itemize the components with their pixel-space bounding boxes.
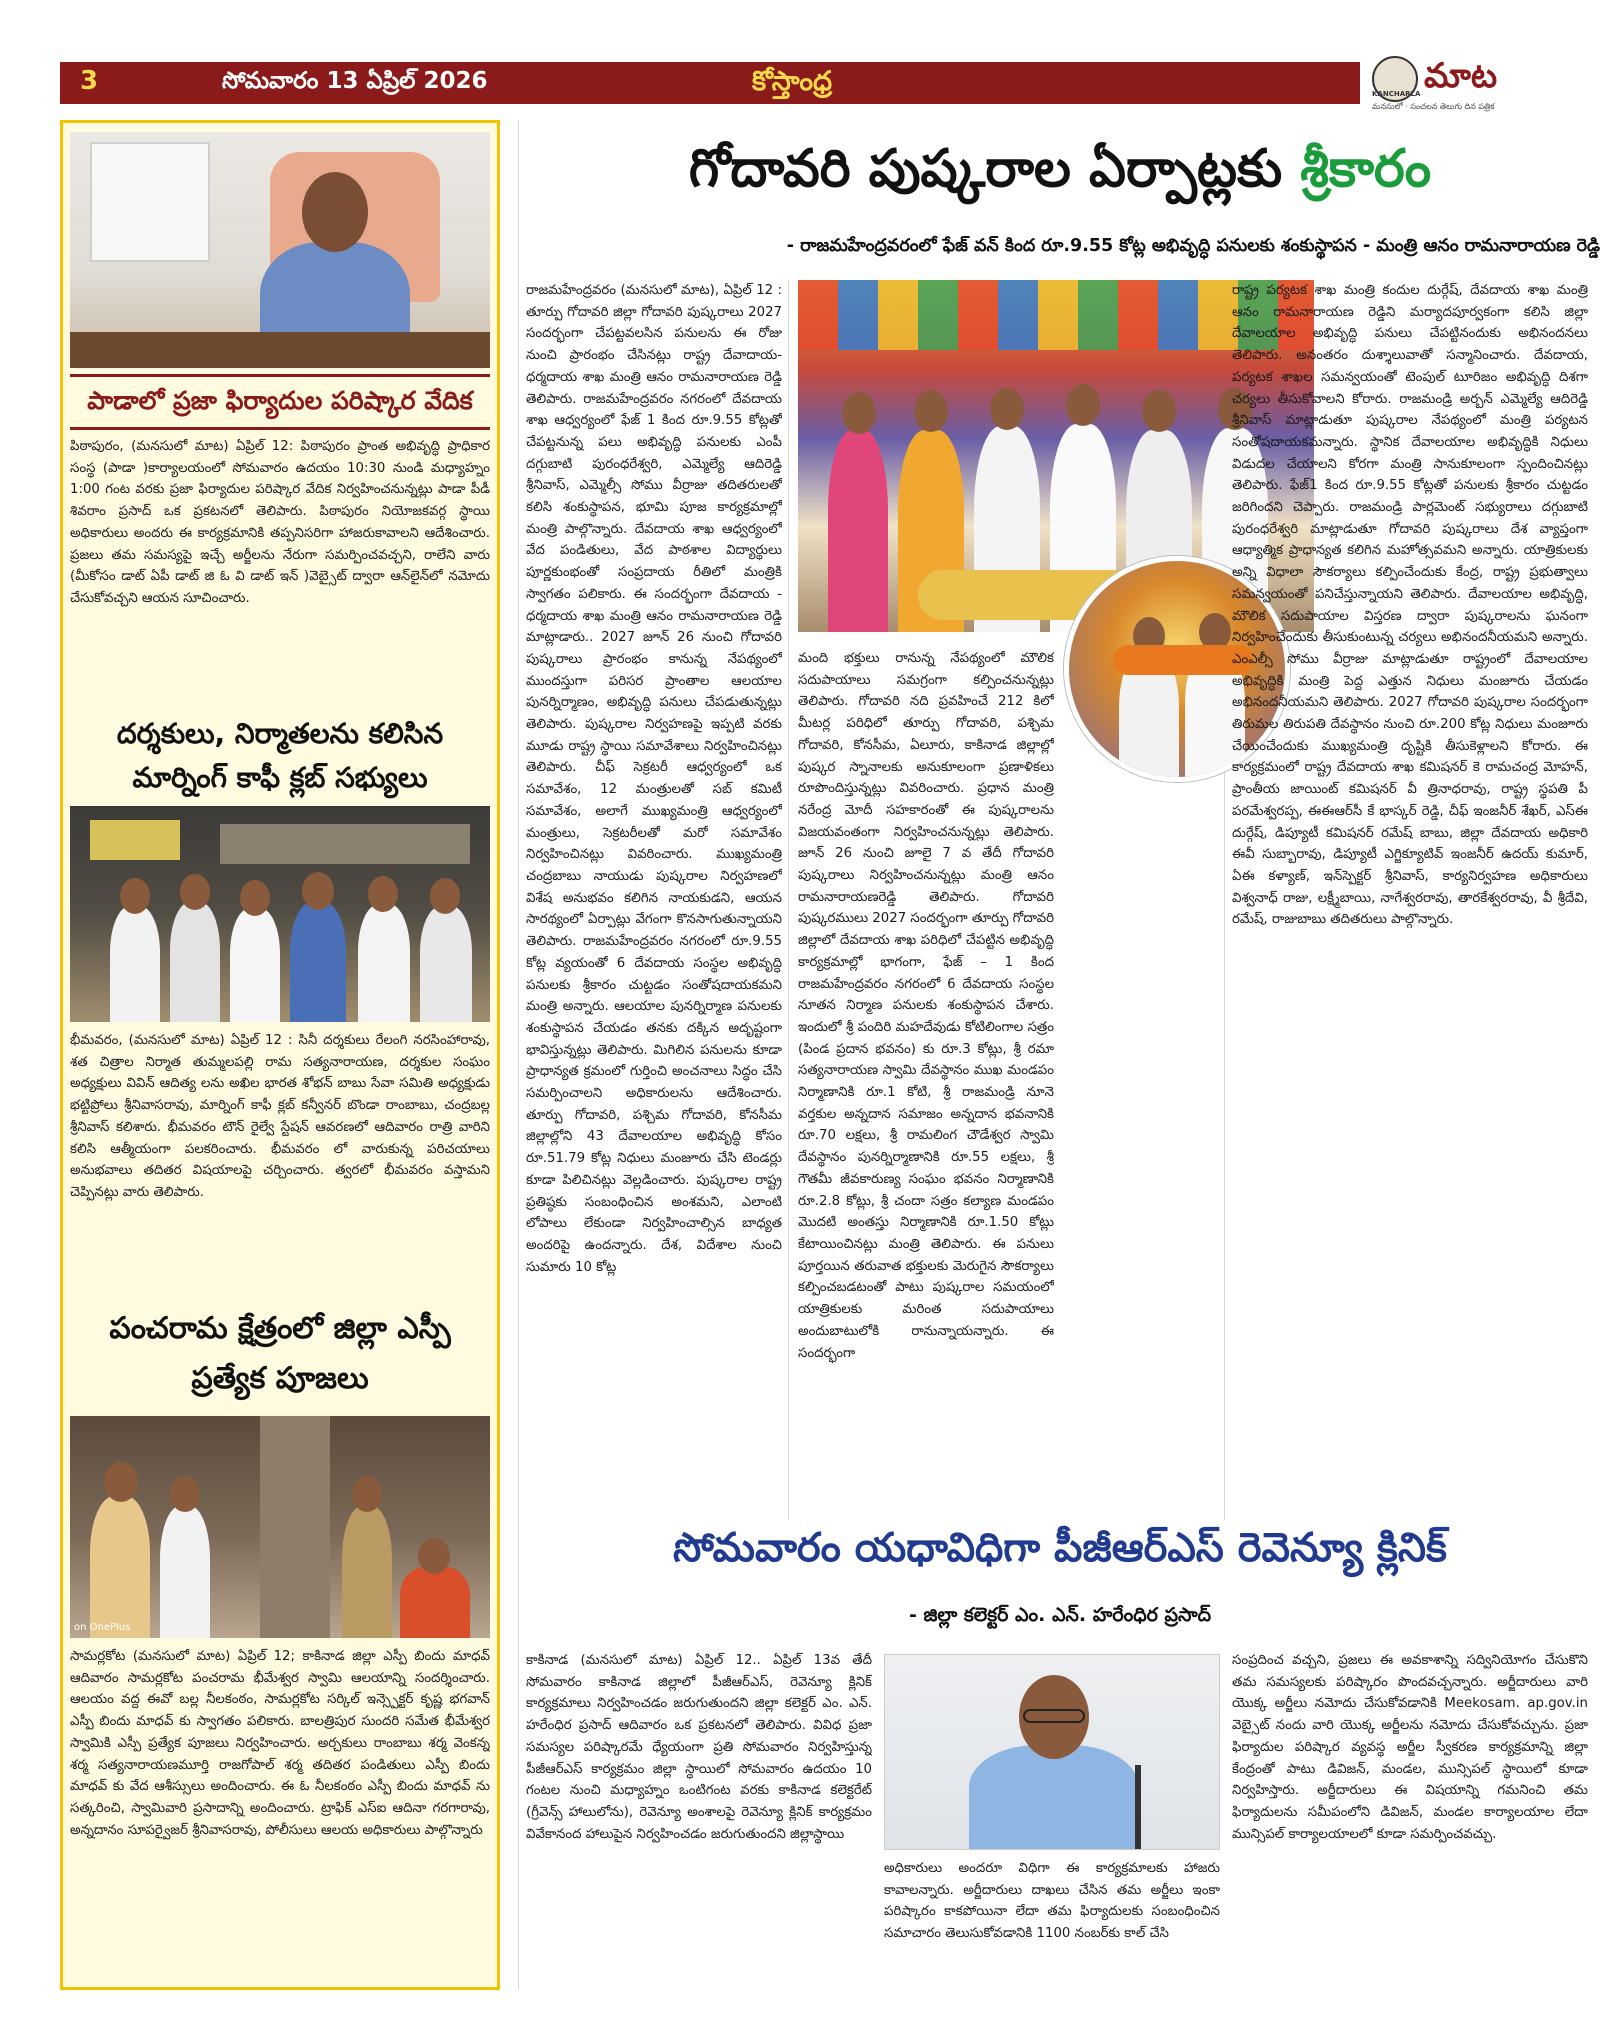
newspaper-logo — [1372, 56, 1562, 112]
story2-body: భీమవరం, (మనసులో మాట) ఏప్రిల్ 12 : సినీ దర్శకులు రేలంగి నరసింహారావు, శత చిత్రాల నిర్మాత తుమ్మలపల్లి రామ సత్యనారాయణ, దర్శకుల సంఘం అధ్యక్షులు వివిన్ ఆదిత్య లను అఖిల భారత శోభన్ బాబు సేవా సమితి అధ్యక్షుడు భట్టిప్రోలు శ్రీనివాసరావు, మార్నింగ్ కాఫీ క్లబ్ కన్వీనర్ బొండా రాంబాబు, చంద్రబల్ల శ్రీనివాస్ కలిశారు. భీమవరం టౌన్ రైల్వే స్టేషన్ ఆవరణలో ఆదివారం రాత్రి వారిని కలిసి ఆత్మీయంగా పలకరించారు. భీమవరం లో వారుకున్న పరిచయాలు అనుభవాలు తదితర విషయాలపై చర్చించారు. త్వరలో భీమవరం వస్తామని చెప్పినట్లు వారు తెలిపారు. — [70, 1033, 490, 1200]
main-story-col1: రాజమహేంద్రవరం (మనసులో మాట), ఏప్రిల్ 12 : తూర్పు గోదావరి జిల్లా గోదావరి పుష్కరాలు 2027 సందర్భంగా చేపట్టవలసిన పనులను ఈ రోజు నుంచి ప్రారంభం చేసినట్లు రాష్ట్ర దేవాదాయ- ధర్మదాయ శాఖ మంత్రి ఆనం రామనారాయణ రెడ్డి తెలిపారు. రాజమహేంద్రవరం నగరంలో దేవదాయ శాఖ ఆధ్వర్యంలో ఫేజ్ 1 కింద రూ.9.55 కోట్లతో చేపట్టనున్న పలు అభివృద్ధి పనులకు ఎంపీ దగ్గుబాటి పురంధరేశ్వరి, ఎమ్మెల్యే ఆదిరెడ్డి శ్రీనివాస్, ఎమ్మెల్సీ సోము వీర్రాజు తదితరులతో కలిసి శంకుస్థాపన, భూమి పూజ కార్యక్రమాల్లో మంత్రి పాల్గొన్నారు. దేవదాయ శాఖ ఆధ్వర్యంలో వేద పండితులు, వేద పాఠశాల విద్యార్థులు పూర్ణకుంభంతో సంప్రదాయ రీతిలో మంత్రికి స్వాగతం పలికారు. ఈ సందర్భంగా దేవదాయ - ధర్మదాయ శాఖ మంత్రి ఆనం రామనారాయణ రెడ్డి మాట్లాడారు.. 2027 జూన్ 26 నుంచి గోదావరి పుష్కరాలు ప్రారంభం కానున్న నేపథ్యంలో ముందస్తుగా పరిసర ప్రాంతాల ఆలయాల పునర్నిర్మాణం, అభివృద్ధి పనులు చేపడుతున్నట్లు తెలిపారు. పుష్కరాల నిర్వహణపై ఇప్పటి వరకు మూడు రాష్ట్ర స్థాయి సమావేశాలు నిర్వహించినట్లు తెలిపారు. చీఫ్ సెక్రటరీ ఆధ్వర్యంలో ఒక సమావేశం, 12 మంత్రులతో సబ్ కమిటీ సమావేశం, అలాగే ముఖ్యమంత్రి ఆధ్వర్యంలో మంత్రులు, సెక్రటరీలతో మరో సమావేశం నిర్వహించినట్లు వివరించారు. ముఖ్యమంత్రి చంద్రబాబు నాయుడు పుష్కరాల నిర్వహణలో విశేష అనుభవం కలిగిన నాయకుడని, ఆయన సారథ్యంలో ఏర్పాట్లు వేగంగా కొనసాగుతున్నాయని తెలిపారు. రాజమహేంద్రవరం నగరంలో రూ.9.55 కోట్ల వ్యయంతో 6 దేవదాయ సంస్థల అభివృద్ధి పనులకు శ్రీకారం చుట్టడం సంతోషదాయకమని మంత్రి అన్నారు. ఆలయాల పునర్నిర్మాణ పనులకు శంకుస్థాపన చేయడం తనకు దక్కిన అదృష్టంగా భావిస్తున్నట్లు తెలిపారు. మిగిలిన పనులను కూడా ప్రాధాన్యత క్రమంలో గుర్తించి అంచనాలు సిద్ధం చేసి సమర్పించాలని అధికారులను ఆదేశించారు. తూర్పు గోదావరి, పశ్చిమ గోదావరి, కోనసీమ జిల్లాల్లోని 43 దేవాలయాల అభివృద్ధి కోసం రూ.51.79 కోట్ల నిధులు మంజూరు చేసి టెండర్లు కూడా పిలిచినట్లు వెల్లడించారు. పుష్కరాల రాష్ట్ర ప్రతిష్ఠకు సంబంధించిన అంశమని, ఎలాంటి లోపాలు లేకుండా నిర్వహించాల్సిన బాధ్యత అందరిపై ఉందన్నారు. దేశ, విదేశాల నుంచి సుమారు 10 కోట్ల — [526, 283, 782, 1275]
story1-headline: పాడాలో ప్రజా ఫిర్యాదుల పరిష్కార వేదిక — [70, 374, 490, 430]
station-sign — [90, 820, 180, 860]
main-headline-text: గోదావరి పుష్కరాల ఏర్పాట్లకు — [688, 138, 1301, 199]
photo-watermark: on OnePlus — [74, 1622, 131, 1633]
story3-photo — [70, 1416, 490, 1638]
section-name: కోస్తాంధ్ర — [752, 66, 833, 97]
second-headline: సోమవారం యధావిధిగా పీజీఆర్ఎస్ రెవెన్యూ క్లినిక్ — [673, 1524, 1447, 1571]
desk — [70, 332, 490, 368]
office-window — [90, 142, 210, 262]
second-story-col2: అధికారులు అందరూ విధిగా ఈ కార్యక్రమాలకు హాజరు కావాలన్నారు. అర్జీదారులు దాఖలు చేసిన తమ అర్జీలు ఇంకా పరిష్కారం కాకపోయినా లేదా తమ ఫిర్యాదులకు సంబంధించిన సమాచారం తెలుసుకోవడానికి 1100 నంబర్‌కు కాల్ చేసి — [884, 1861, 1220, 1942]
masthead-date: సోమవారం 13 ఏప్రిల్ 2026 — [222, 68, 488, 94]
main-headline-highlight: శ్రీకారం — [1300, 138, 1432, 199]
story2-photo — [70, 806, 490, 1022]
temple-pillar — [260, 1416, 330, 1638]
story2-headline: దర్శకులు, నిర్మాతలను కలిసిన మార్నింగ్ కాఫీ క్లబ్ సభ్యులు — [116, 717, 444, 794]
station-wall — [220, 824, 470, 864]
logo-tagline: మనసులో · సంచలన తెలుగు దిన పత్రిక — [1372, 102, 1495, 111]
main-headline — [520, 138, 1600, 218]
story1-body: పిఠాపురం, (మనసులో మాట) ఏప్రిల్ 12: పిఠాపురం ప్రాంత అభివృద్ధి ప్రాధికార సంస్థ (పాడా )కార్యాలయంలో సోమవారం ఉదయం 10:30 నుండి మధ్యాహ్నం 1:00 గంట వరకు ప్రజా ఫిర్యాదుల పరిష్కార వేదిక నిర్వహించనున్నట్లు పాడా పీడీ శివరాం ప్రసాద్ ఒక ప్రకటనలో తెలిపారు. పిఠాపురం నియోజకవర్గ స్థాయి అధికారులు అందరు ఈ కార్యక్రమానికి తప్పనిసరిగా హాజరుకావాలని ఆదేశించారు. ప్రజలు తమ సమస్యపై ఇచ్చే అర్జీలను నేరుగా సమర్పించవచ్చని, రాలేని వారు (మీకోసం డాట్ ఏపీ డాట్ జి ఓ వి డాట్ ఇన్ )వెబ్సైట్ ద్వారా ఆన్‌లైన్‌లో నమోదు చేసుకోవచ్చని ఆయన సూచించారు. — [70, 439, 490, 606]
column-divider — [518, 120, 519, 1990]
collector-photo — [884, 1654, 1220, 1850]
column-divider — [788, 280, 789, 1520]
microphone — [1135, 1765, 1141, 1850]
logo-brand: KANCHARLA — [1372, 90, 1421, 98]
story1-photo — [70, 132, 490, 368]
logo-wordmark: మాట — [1424, 56, 1498, 96]
story3-headline: పంచరామ క్షేత్రంలో జిల్లా ఎస్పీ ప్రత్యేక పూజలు — [109, 1311, 451, 1396]
story3-body: సామర్లకోట (మనసులో మాట) ఏప్రిల్ 12; కాకినాడ జిల్లా ఎస్పీ బిందు మాధవ్ ఆదివారం సామర్లకోట పంచరామ భీమేశ్వర స్వామి ఆలయాన్ని సందర్శించారు. ఆలయం వద్ద ఈవో బల్ల నీలకంఠం, సామర్లకోట సర్కిల్ ఇన్స్పెక్టర్ కృష్ణ భగవాన్ ఎస్పీ బిందు మాధవ్ కు స్వాగతం పలికారు. బాలత్రిపుర సుందరి సమేత భీమేశ్వర స్వామికి ఎస్పీ ప్రత్యేక పూజలు నిర్వహించారు. అర్చకులు రాంబాబు శర్మ వెంకన్న శర్మ సత్యనారాయణమూర్తి రాజగోపాల్ శర్మ తదితర పండితులు ఎస్పీ బిందు మాధవ్ కు వేద ఆశీస్సులు అందించారు. ఈ ఓ నీలకంఠం ఎస్పీ బిందు మాధవ్ ను సత్కరించి, స్వామివారి ప్రసాదాన్ని అందించారు. ట్రాఫిక్ ఎస్ఐ ఆదినా గరగారావు, అన్నదానం సూపర్వైజర్ శ్రీనివాసరావు, పోలీసులు ఆలయ అధికారులు పాల్గొన్నారు — [70, 1649, 490, 1838]
spectacles — [1023, 1709, 1085, 1723]
second-subheadline: - జిల్లా కలెక్టర్ ఎం. ఎన్. హరేంధిర ప్రసాద్ — [908, 1604, 1212, 1626]
second-story-col1: కాకినాడ (మనసులో మాట) ఏప్రిల్ 12.. ఏప్రిల్ 13వ తేదీ సోమవారం కాకినాడ జిల్లాలో పీజీఆర్ఎస్, రెవెన్యూ క్లినిక్ కార్యక్రమాలు నిర్వహించడం జరుగుతుందని జిల్లా కలెక్టర్ ఎం. ఎన్. హరేంధిర ప్రసాద్ ఆదివారం ఒక ప్రకటనలో తెలిపారు. వివిధ ప్రజా సమస్యల పరిష్కారమే ధ్యేయంగా ప్రతి సోమవారం నిర్వహిస్తున్న పీజీఆర్ఎస్ కార్యక్రమం జిల్లా స్థాయిలో సోమవారం ఉదయం 10 గంటల నుంచి మధ్యాహ్నం ఒంటిగంట వరకు కాకినాడ కలెక్టరేట్ (గ్రీవెన్స్ హాలులోను), రెవెన్యూ అంశాలపై రెవెన్యూ క్లినిక్ కార్యక్రమం వివేకానంద హాలుపైన నిర్వహించడం జరుగుతుందని జిల్లాస్థాయి — [526, 1653, 872, 1842]
main-story-col2: మంది భక్తులు రానున్న నేపథ్యంలో మౌలిక సదుపాయాలు సమగ్రంగా కల్పించనున్నట్లు తెలిపారు. గోదావరి నది ప్రవహించే 212 కిలో మీటర్ల పరిధిలో తూర్పు గోదావరి, పశ్చిమ గోదావరి, కోనసీమ, ఏలూరు, కాకినాడ జిల్లాల్లో పుష్కర స్నానాలకు అనుకూలంగా ప్రణాళికలు రూపొందిస్తున్నట్లు వివరించారు. ప్రధాన మంత్రి నరేంద్ర మోదీ సహకారంతో ఈ పుష్కరాలను విజయవంతంగా నిర్వహించనున్నట్లు తెలిపారు. జూన్ 26 నుంచి జూలై 7 వ తేదీ గోదావరి పుష్కరాలు నిర్వహించనున్నట్లు మంత్రి ఆనం రామనారాయణరెడ్డి తెలిపారు. గోదావరి పుష్కరములు 2027 సందర్భంగా తూర్పు గోదావరి జిల్లాలో దేవదాయ శాఖ పరిధిలో చేపట్టిన అభివృద్ధి కార్యక్రమాల్లో భాగంగా, ఫేజ్ – 1 కింద రాజమహేంద్రవరం నగరంలో 6 దేవదాయ సంస్థల నూతన నిర్మాణ పనులకు శంకుస్థాపన చేశారు. ఇందులో శ్రీ పందిరి మహదేవుడు కోటిలింగాల సత్రం (పిండ ప్రదాన భవనం) కు రూ.3 కోట్లు, శ్రీ రమా సత్యనారాయణ స్వామి దేవస్థానం ముఖ మండపం నిర్మాణానికి రూ.1 కోటి, శ్రీ రాజమండ్రి నూనె వర్తకుల అన్నదాన సమాజం అన్నదాన భవనానికి రూ.70 లక్షలు, శ్రీ రామలింగ చౌడేశ్వర స్వామి దేవస్థానం పునర్నిర్మాణానికి రూ.55 లక్షలు, శ్రీ గౌతమీ జీవకారుణ్య సంఘం భవనం నిర్మాణానికి రూ.2.8 కోట్లు, శ్రీ చందా సత్రం కల్యాణ మండపం మొదటి అంతస్తు నిర్మాణానికి రూ.1.50 కోట్లు కేటాయించినట్లు మంత్రి తెలిపారు. ఈ పనులు పూర్తయిన తరువాత భక్తులకు మెరుగైన సౌకర్యాలు కల్పించబడటంతో పాటు పుష్కరాల సమయంలో యాత్రికులకు మరింత సదుపాయాలు అందుబాటులోకి రానున్నాయన్నారు. ఈ సందర్భంగా — [798, 651, 1054, 1361]
page-number: 3 — [80, 66, 99, 96]
main-story-col3: రాష్ట్ర పర్యటక శాఖ మంత్రి కందుల దుర్గేష్, దేవదాయ శాఖ మంత్రి ఆనం రామనారాయణ రెడ్డిని మర్యాదపూర్వకంగా కలిసి జిల్లా దేవాలయాల అభివృద్ధి పనులు చేపట్టినందుకు అభినందనలు తెలిపారు. అనంతరం దుశ్శాలువాతో సన్మానించారు. దేవదాయ, పర్యటక శాఖల సమన్వయంతో టెంపుల్ టూరిజం అభివృద్ధి దిశగా చర్యలు తీసుకోవాలని కోరారు. రాజమండ్రి అర్బన్ ఎమ్మెల్యే ఆదిరెడ్డి శ్రీనివాస్ మాట్లాడుతూ పుష్కరాల నేపథ్యంలో మంత్రి పర్యటన సంతోషదాయకమన్నారు. స్థానిక దేవాలయాల అభివృద్ధికి నిధులు విడుదల చేయాలని కోరగా మంత్రి సానుకూలంగా స్పందించినట్లు తెలిపారు. ఫేజ్1 కింద రూ.9.55 కోట్లతో పనులకు శ్రీకారం చుట్టడం జరిగిందని చెప్పారు. రాజమండ్రి పార్లమెంట్ సభ్యురాలు దగ్గుబాటి పురంధరేశ్వరి మాట్లాడుతూ గోదావరి పుష్కరాలు దేశ వ్యాప్తంగా ఆధ్యాత్మిక ప్రాధాన్యత కలిగిన మహోత్సవమని అన్నారు. యాత్రికులకు అన్ని విధాలా సౌకర్యాలు కల్పించేందుకు కేంద్ర, రాష్ట్ర ప్రభుత్వాలు సమన్వయంతో పనిచేస్తున్నాయని తెలిపారు. దేవాలయాల అభివృద్ధి, మౌలిక సదుపాయాల విస్తరణ ద్వారా పుష్కరాలను ఘనంగా నిర్వహించేందుకు తీసుకుంటున్న చర్యలు అభినందనీయమని అన్నారు. ఎంఎల్సీ సోము వీర్రాజు మాట్లాడుతూ రాష్ట్రంలో దేవాలయాల అభివృద్ధికి మంత్రి పెద్ద ఎత్తున నిధులు మంజూరు చేయడం అభినందనీయమని తెలిపారు. 2027 గోదావరి పుష్కరాల సందర్భంగా తిరుమల తిరుపతి దేవస్థానం నుంచి రూ.200 కోట్ల నిధులు మంజూరు చేయించేందుకు ముఖ్యమంత్రి దృష్టికి తీసుకెళ్లాలని కోరారు. ఈ కార్యక్రమంలో రాష్ట్ర దేవదాయ శాఖ కమిషనర్ కె రామచంద్ర మోహన్, ప్రాంతీయ జాయింట్ కమిషనర్ వీ త్రినాధరావు, రాష్ట్ర స్థపతి పీ పరమేశ్వరప్ప, ఈఈఆర్‌సీ కే భాస్కర్ రెడ్డి, చీఫ్ ఇంజనీర్ శేఖర్, ఎస్ఈ దుర్గేష్, డిప్యూటీ కమిషనర్ రమేష్ బాబు, జిల్లా దేవదాయ అధికారి ఈవీ సుబ్బారావు, డిప్యూటీ ఎగ్జిక్యూటివ్ ఇంజనీర్ ఉదయ్ కుమార్, ఏఈ కళ్యాణ్, ఇన్‌స్పెక్టర్ శ్రీనివాస్, కార్యనిర్వహణ అధికారులు విశ్వనాధ్ రాజు, లక్ష్మీబాయి, నాగేశ్వరరావు, తారకేశ్వరరావు, వీ శ్రీదేవి, రమేష్, రాజుబాబు తదితరులు పాల్గొన్నారు. — [1232, 283, 1588, 928]
second-story-col3: సంప్రదించ వచ్చని, ప్రజలు ఈ అవకాశాన్ని సద్వినియోగం చేసుకొని తమ సమస్యలకు పరిష్కారం పొందవచ్చన్నారు. అర్జీదారులు వారి యొక్క అర్జీలు నమోదు చేసుకోవడానికి Meekosam. ap.gov.in వెబ్సైట్ నందు వారి యొక్క అర్జీలను నమోదు చేసుకోవచ్చును. ప్రజా ఫిర్యాదుల పరిష్కార వ్యవస్థ అర్జీల స్వీకరణ కార్యక్రమాన్ని జిల్లా కేంద్రంతో పాటు డివిజన్, మండల, మున్సిపల్ స్థాయిలో కూడా నిర్వహిస్తారు. అర్జీదారులు ఈ విషయాన్ని గమనించి తమ ఫిర్యాదులను సమీపంలోని డివిజన్, మండల కార్యాలయాల లేదా మున్సిపల్ కార్యాలయాలలో కూడా సమర్పించవచ్చు. — [1232, 1653, 1588, 1842]
main-subheadline: - రాజమహేంద్రవరంలో ఫేజ్ వన్ కింద రూ.9.55 కోట్ల అభివృద్ధి పనులకు శంకుస్థాపన - మంత్రి ఆనం రామనారాయణ రెడ్డి — [786, 236, 1600, 256]
